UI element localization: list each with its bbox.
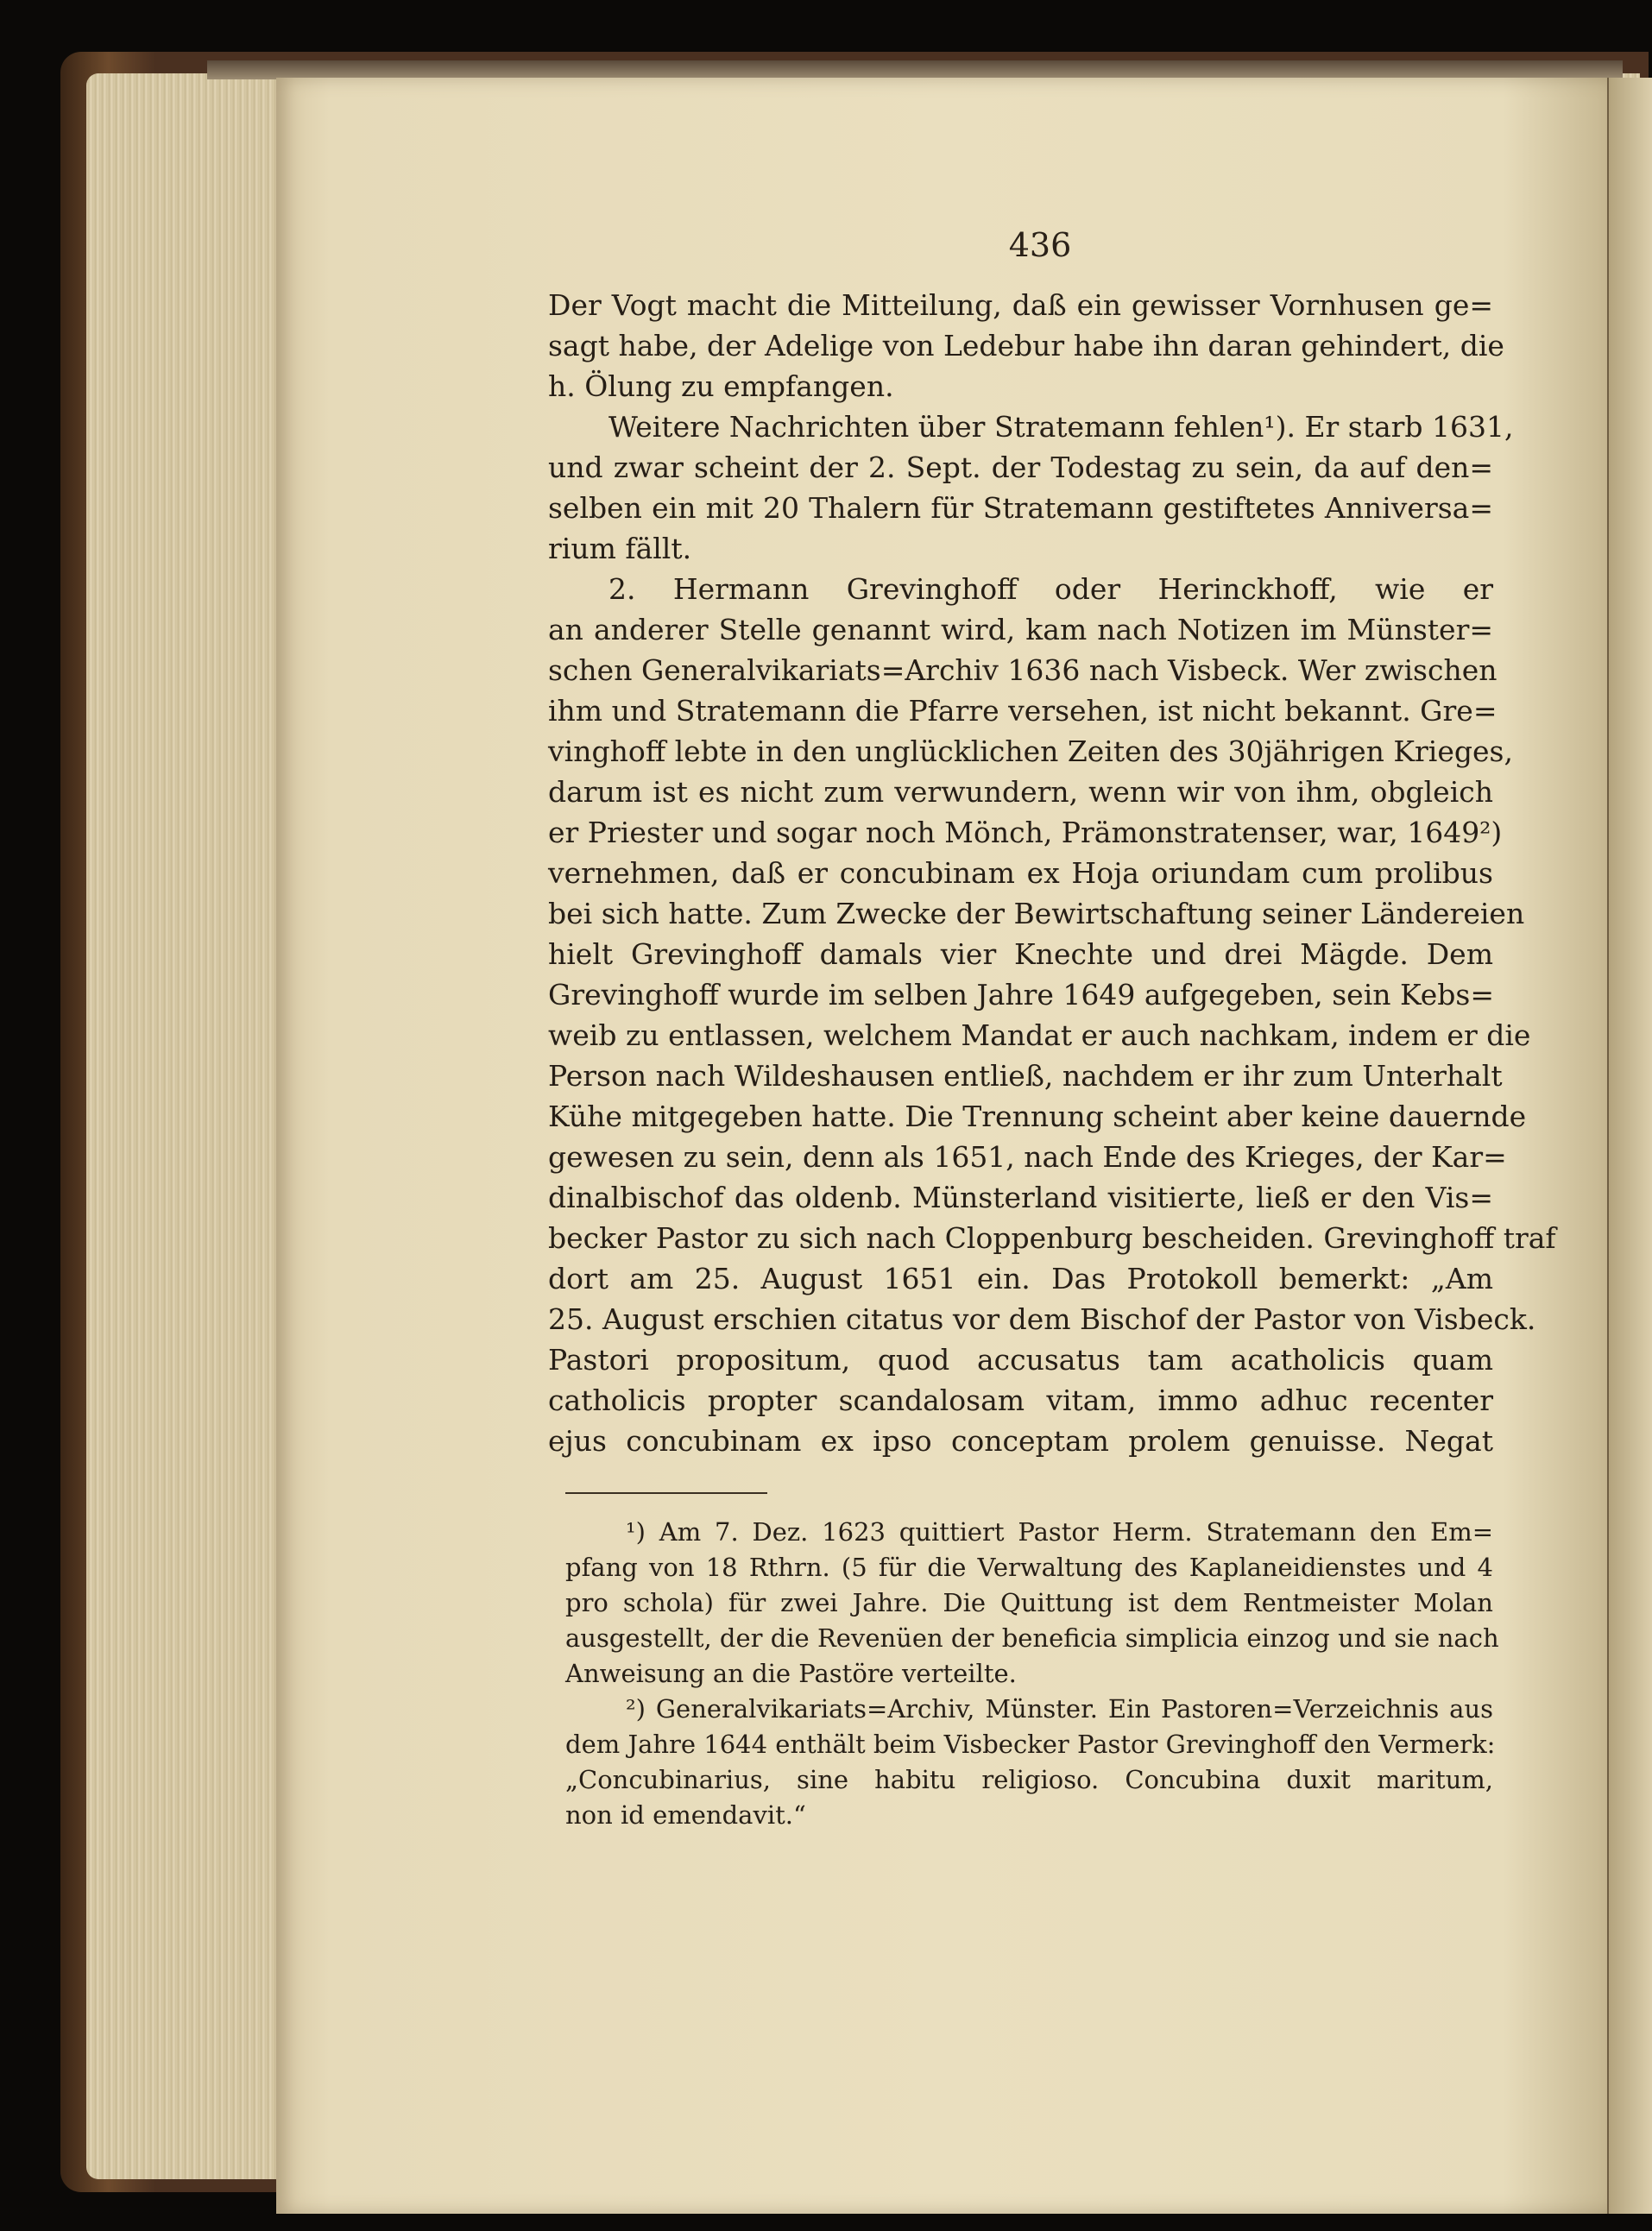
text-line: selben ein mit 20 Thalern für Stratemann gestiftetes Anniversa= [548,491,1493,525]
text-line: gewesen zu sein, denn als 1651, nach Ende des Krieges, der Kar= [548,1140,1507,1174]
text-line: hielt Grevinghoff damals vier Knechte und drei Mägde. Dem [548,937,1493,971]
text-line: er Priester und sogar noch Mönch, Prämonstratenser, war, 1649²) [548,816,1503,849]
text-line: Pastori propositum, quod accusatus tam acatholicis quam [548,1343,1493,1377]
text-line: schen Generalvikariats=Archiv 1636 nach Visbeck. Wer zwischen [548,653,1498,687]
text-line: weib zu entlassen, welchem Mandat er auch nachkam, indem er die [548,1018,1531,1052]
text-line: ejus concubinam ex ipso conceptam prolem genuisse. Negat [548,1424,1493,1458]
footnotes [565,1515,1499,1833]
footnote-line: pfang von 18 Rthrn. (5 für die Verwaltung des Kaplaneidienstes und 4 [565,1553,1493,1582]
footnote-line: „Concubinarius, sine habitu religioso. Concubina duxit maritum, [565,1765,1493,1794]
footnote-line: dem Jahre 1644 enthält beim Visbecker Pastor Grevinghoff den Vermerk: [565,1730,1496,1759]
text-line: sagt habe, der Adelige von Ledebur habe ihn daran gehindert, die [548,329,1504,362]
text-line: rium fällt. [548,532,692,565]
text-line: Grevinghoff wurde im selben Jahre 1649 aufgegeben, sein Kebs= [548,978,1494,1012]
facing-page-edge [1607,78,1652,2214]
text-line: Weitere Nachrichten über Stratemann fehlen¹). Er starb 1631, [608,410,1514,444]
page-top-edge [207,60,1623,79]
text-line: Kühe mitgegeben hatte. Die Trennung scheint aber keine dauernde [548,1100,1527,1133]
text-line: Person nach Wildeshausen entließ, nachdem er ihr zum Unterhalt [548,1059,1503,1093]
text-line: dort am 25. August 1651 ein. Das Protokoll bemerkt: „Am [548,1262,1493,1295]
text-line: Der Vogt macht die Mitteilung, daß ein gewisser Vornhusen ge= [548,288,1493,322]
text-line: darum ist es nicht zum verwundern, wenn wir von ihm, obgleich [548,775,1493,809]
text-line: catholicis propter scandalosam vitam, immo adhuc recenter [548,1383,1493,1417]
page-number: 436 [1008,226,1072,264]
body-text [548,285,1556,1461]
footnote-line: ausgestellt, der die Revenüen der beneficia simplicia einzog und sie nach [565,1623,1499,1653]
text-line: vernehmen, daß er concubinam ex Hoja oriundam cum prolibus [548,856,1493,890]
text-line: dinalbischof das oldenb. Münsterland visitierte, ließ er den Vis= [548,1181,1493,1214]
text-line: becker Pastor zu sich nach Cloppenburg bescheiden. Grevinghoff traf [548,1221,1556,1255]
text-line: 2. Hermann Grevinghoff oder Herinckhoff, wie er [608,572,1493,606]
footnote-divider [565,1492,767,1494]
footnote-line: non id emendavit.“ [565,1800,806,1830]
text-line: bei sich hatte. Zum Zwecke der Bewirtschaftung seiner Ländereien [548,897,1525,930]
text-line: und zwar scheint der 2. Sept. der Todestag zu sein, da auf den= [548,451,1493,484]
text-line: an anderer Stelle genannt wird, kam nach Notizen im Münster= [548,613,1493,646]
text-line: 25. August erschien citatus vor dem Bischof der Pastor von Visbeck. [548,1302,1536,1336]
text-line: vinghoff lebte in den unglücklichen Zeiten des 30jährigen Krieges, [548,734,1513,768]
footnote-line: pro schola) für zwei Jahre. Die Quittung ist dem Rentmeister Molan [565,1588,1493,1617]
text-line: ihm und Stratemann die Pfarre versehen, ist nicht bekannt. Gre= [548,694,1498,728]
footnote-line: Anweisung an die Pastöre verteilte. [565,1659,1017,1688]
footnote-line: ²) Generalvikariats=Archiv, Münster. Ein Pastoren=Verzeichnis aus [626,1694,1493,1724]
text-line: h. Ölung zu empfangen. [548,369,894,403]
footnote-line: ¹) Am 7. Dez. 1623 quittiert Pastor Herm. Stratemann den Em= [626,1517,1493,1547]
